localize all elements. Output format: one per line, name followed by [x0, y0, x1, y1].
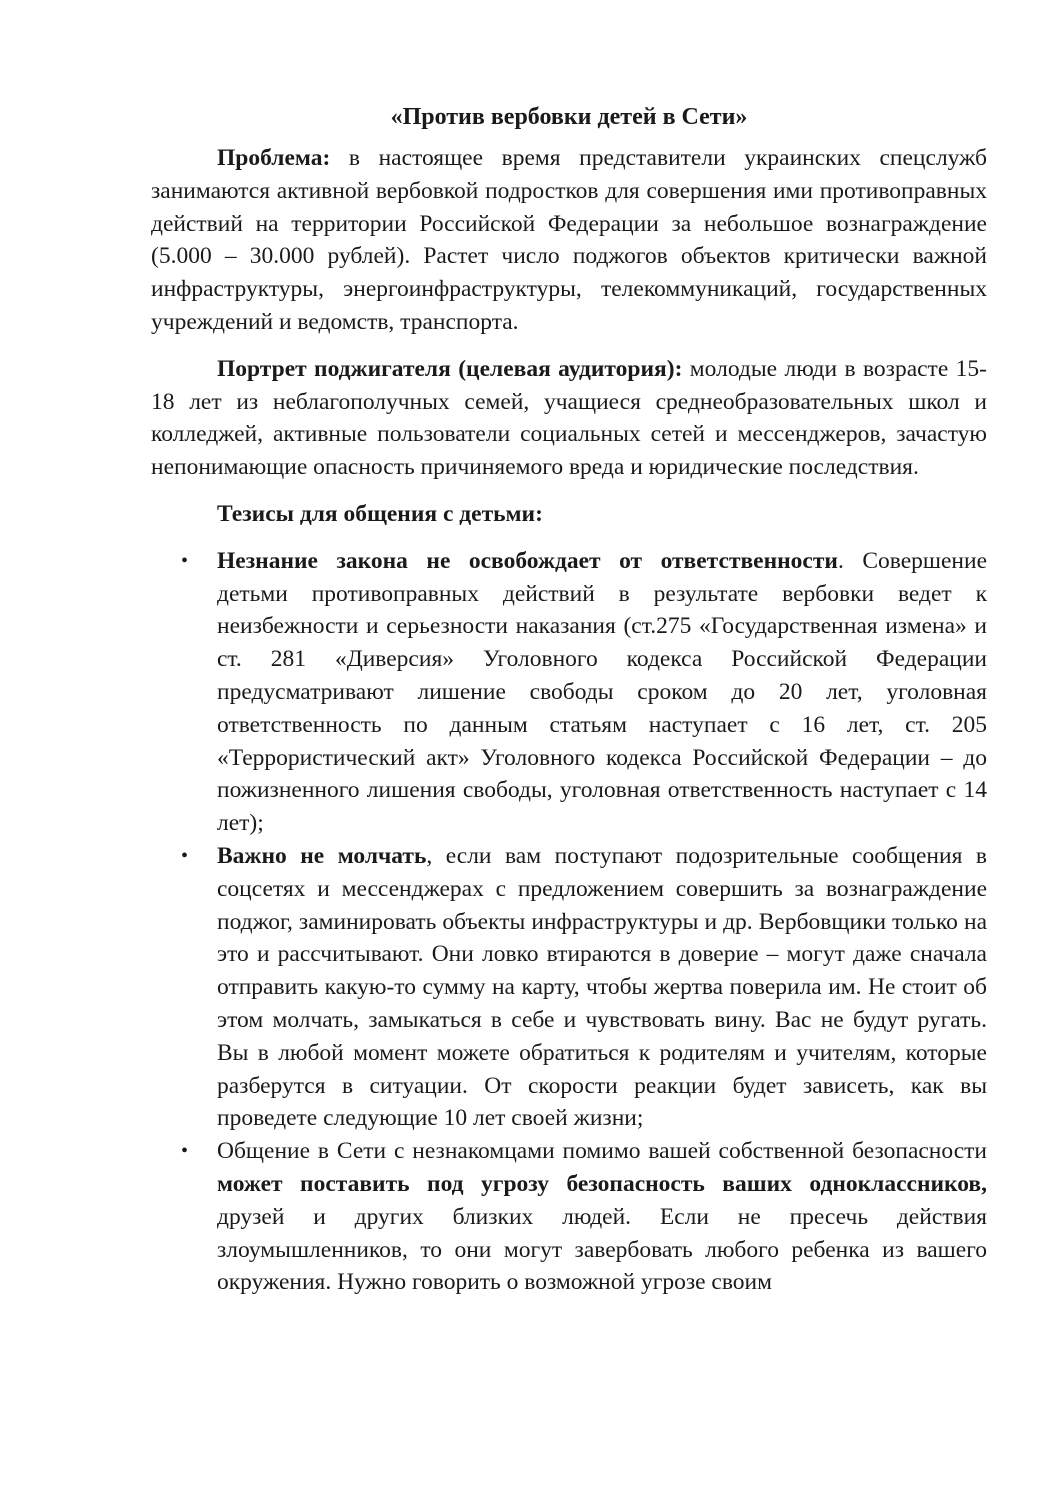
list-item [181, 840, 987, 1135]
bullet-icon: • [181, 844, 189, 867]
problem-label: Проблема: [217, 145, 331, 171]
problem-text: в настоящее время представители украинских спецслужб занимаются активной вербовкой подростков для совершения ими противоправных действий на территории Российской Федерации за небольшое вознаграждение (5.000 – 30.000 рублей). Растет число поджогов объектов критически важной инфраструктуры, энергоинфраструктуры, телекоммуникаций, государственных учреждений и ведомств, транспорта. [151, 145, 987, 335]
bullet-bold: Важно не молчать [217, 842, 427, 869]
theses-heading: Тезисы для общения с детьми: [217, 500, 543, 527]
bullet-icon: • [181, 1140, 189, 1163]
bullet-post: . Совершение детьми противоправных действий в результате вербовки ведет к неизбежности и серьезности наказания (ст.275 «Государственная измена» и ст. 281 «Диверсия» Уголовного кодекса Российской Федерации предусматривают лишение свободы сроком до 20 лет, уголовная ответственность по данным статьям наступает с 16 лет, ст. 205 «Террористический акт» Уголовного кодекса Российской Федерации – до пожизненного лишения свободы, уголовная ответственность наступает с 14 лет); [217, 547, 987, 837]
bullet-pre: Общение в Сети с незнакомцами помимо вашей собственной безопасности [217, 1138, 987, 1165]
bullet-bold: Незнание закона не освобождает от ответственности [217, 547, 838, 574]
portrait-paragraph [151, 353, 987, 484]
bullet-post: друзей и других близких людей. Если не пресечь действия злоумышленников, то они могут завербовать любого ребенка из вашего окружения. Нужно говорить о возможной угрозе своим [217, 1203, 987, 1296]
portrait-text: молодые люди в возрасте 15-18 лет из неблагополучных семей, учащиеся среднеобразовательных школ и колледжей, активные пользователи социальных сетей и мессенджеров, зачастую непонимающие опасность причиняемого вреда и юридические последствия. [151, 355, 987, 481]
document-title: «Против вербовки детей в Сети» [390, 104, 748, 130]
list-item [181, 1135, 987, 1299]
bullet-icon: • [181, 549, 189, 572]
theses-list [151, 545, 987, 1299]
bullet-bold: может поставить под угрозу безопасность ваших одноклассников, [217, 1170, 987, 1197]
portrait-label: Портрет поджигателя (целевая аудитория): [217, 355, 683, 382]
problem-paragraph [151, 142, 987, 339]
list-item [181, 545, 987, 840]
bullet-post: , если вам поступают подозрительные сообщения в соцсетях и мессенджерах с предложением совершить за вознаграждение поджог, заминировать объекты инфраструктуры и др. Вербовщики только на это и рассчитывают. Они ловко втираются в доверие – могут даже сначала отправить какую-то сумму на карту, чтобы жертва поверила им. Не стоит об этом молчать, замыкаться в себе и чувствовать вину. Вас не будут ругать. Вы в любой момент можете обратиться к родителям и учителям, которые разберутся в ситуации. От скорости реакции будет зависеть, как вы проведете следующие 10 лет своей жизни; [217, 842, 987, 1132]
